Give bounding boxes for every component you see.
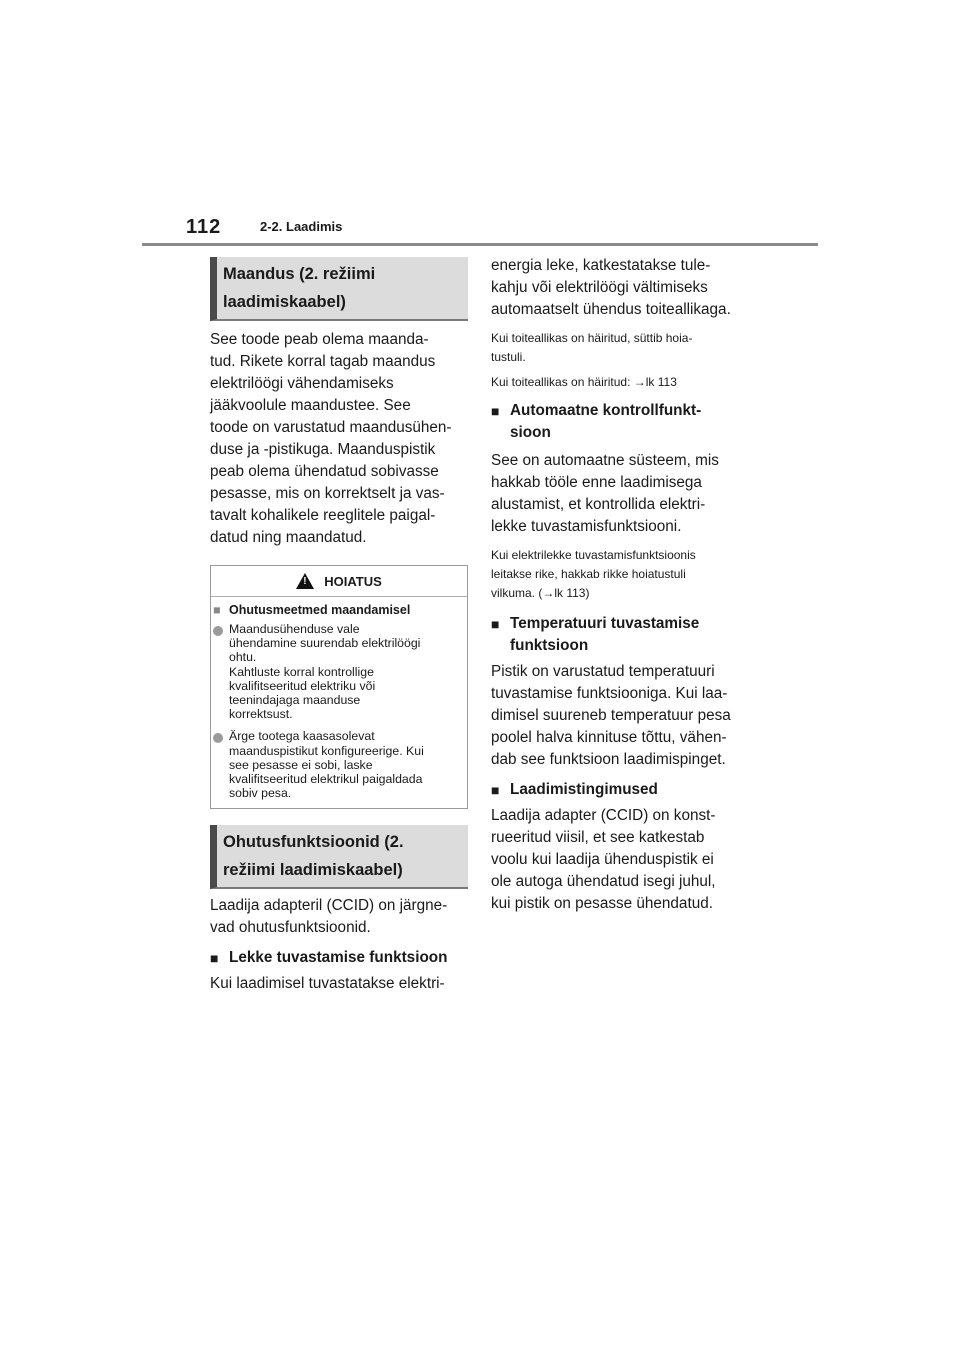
text-line: dab see funktsioon laadimispinget. [491, 751, 726, 768]
square-bullet-icon: ■ [491, 403, 500, 419]
warning-header [211, 566, 467, 597]
text-line: dimisel suureneb temperatuur pesa [491, 707, 731, 724]
text-line: lekke tuvastamisfunktsiooni. [491, 518, 682, 535]
page-number: 112 [186, 216, 222, 238]
square-bullet-icon: ■ [491, 782, 500, 798]
warning-box [210, 565, 468, 809]
paragraph-leak [210, 973, 468, 995]
reference-text: vilkuma. ( [491, 586, 543, 600]
text-line: Kui toiteallikas on häiritud, süttib hoia- [491, 331, 693, 345]
text-line: leitakse rike, hakkab rikke hoiatustuli [491, 567, 686, 581]
paragraph-temperature [491, 661, 749, 771]
warning-bullet-text: Maandusühenduse vale ühendamine suurendab elektrilöögi ohtu. Kahtluste korral kontrollige kvalifitseeritud elektriku või teenindajaga maanduse korrektsust. [229, 622, 421, 722]
text-line: funktsioon [510, 637, 589, 654]
text-line: ole autoga ühendatud isegi juhul, [491, 873, 716, 890]
text-line: pesasse, mis on korrektselt ja vas- [210, 485, 445, 502]
subheading-text: Laadimistingimused [510, 781, 658, 798]
text-line: tavalt kohalikele reeglitele paigal- [210, 507, 436, 524]
text-line: Kui elektrilekke tuvastamisfunktsioonis [491, 548, 696, 562]
warning-subheading [213, 602, 465, 619]
warning-bullet [213, 729, 465, 800]
text-line: datud ning maandatud. [210, 529, 367, 546]
text-line: tustuli. [491, 350, 526, 364]
paragraph-safety [210, 895, 468, 939]
paragraph-grounding [210, 329, 468, 549]
text-line: elektrilöögi vähendamiseks [210, 375, 394, 392]
note-reference [491, 373, 749, 392]
arrow-right-icon: → [633, 375, 646, 389]
square-bullet-icon: ■ [491, 616, 500, 632]
paragraph-leak-continued [491, 255, 749, 321]
warning-triangle-icon [296, 573, 314, 589]
left-column [210, 257, 468, 995]
note-indicator [491, 329, 749, 367]
warning-subheading-text: Ohutusmeetmed maandamisel [229, 603, 411, 617]
text-line: Pistik on varustatud temperatuuri [491, 663, 715, 680]
text-line: Kui laadimisel tuvastatakse elektri- [210, 975, 445, 993]
text-line: jääkvoolule maandustee. See [210, 397, 411, 414]
circle-bullet-icon [213, 733, 223, 743]
paragraph-auto-check [491, 450, 749, 538]
text-line: Temperatuuri tuvastamise [510, 615, 700, 632]
page-reference-link[interactable]: lk 113 [645, 375, 677, 389]
square-bullet-icon: ■ [213, 603, 221, 617]
note-fault [491, 546, 749, 603]
text-line: alustamist, et kontrollida elektri- [491, 496, 706, 513]
subheading-text [510, 613, 699, 657]
paragraph-charging-conditions [491, 805, 749, 915]
text-line: energia leke, katkestatakse tule- [491, 257, 711, 274]
text-line: See toode peab olema maanda- [210, 331, 429, 348]
text-line: Laadija adapteril (CCID) on järgne- [210, 897, 448, 915]
text-line: poolel halva kinnituse tõttu, vähen- [491, 729, 727, 746]
reference-text: Kui toiteallikas on häiritud: [491, 375, 634, 389]
section-label: 2-2. Laadimis [260, 219, 343, 234]
text-line: tuvastamise funktsiooniga. Kui laa- [491, 685, 728, 702]
arrow-right-icon: → [542, 586, 555, 600]
text-line: Automaatne kontrollfunkt- [510, 402, 702, 419]
text-line: kui pistik on pesasse ühendatud. [491, 895, 713, 912]
header-rule [142, 243, 818, 246]
text-line [491, 584, 749, 603]
heading-grounding: Maandus (2. režiimi laadimiskaabel) [210, 257, 468, 321]
text-line: See on automaatne süsteem, mis [491, 452, 719, 469]
page-reference-link[interactable]: lk 113) [554, 586, 590, 600]
text-line: automaatselt ühendus toiteallikaga. [491, 301, 731, 318]
text-line: Laadija adapter (CCID) on konst- [491, 807, 716, 824]
text-line: sioon [510, 424, 551, 441]
subheading-leak-detection [210, 947, 468, 969]
square-bullet-icon: ■ [210, 950, 219, 967]
subheading-temperature [491, 613, 749, 657]
subheading-text [510, 400, 701, 444]
right-column [491, 255, 749, 915]
subheading-auto-check [491, 400, 749, 444]
text-line: hakkab tööle enne laadimisega [491, 474, 702, 491]
circle-bullet-icon [213, 626, 223, 636]
text-line: peab olema ühendatud sobivasse [210, 463, 439, 480]
text-line: kahju või elektrilöögi vältimiseks [491, 279, 708, 296]
subheading-charging-conditions [491, 779, 749, 801]
warning-title: HOIATUS [324, 573, 382, 589]
text-line: duse ja -pistikuga. Maanduspistik [210, 441, 436, 458]
text-line: toode on varustatud maandusühen- [210, 419, 452, 436]
warning-bullet-text: Ärge tootega kaasasolevat maanduspistikut konfigureerige. Kui see pesasse ei sobi, laske kvalifitseeritud elektrikul paigaldada sobiv pesa. [229, 729, 424, 801]
text-line: tud. Rikete korral tagab maandus [210, 353, 436, 370]
text-line: vad ohutusfunktsioonid. [210, 919, 371, 937]
text-line: voolu kui laadija ühenduspistik ei [491, 851, 714, 868]
text-line [491, 373, 749, 392]
subheading-text: Lekke tuvastamise funktsioon [229, 949, 448, 967]
text-line: rueeritud viisil, et see katkestab [491, 829, 705, 846]
heading-safety-functions: Ohutusfunktsioonid (2. režiimi laadimiskaabel) [210, 825, 468, 889]
warning-bullet [213, 622, 465, 721]
